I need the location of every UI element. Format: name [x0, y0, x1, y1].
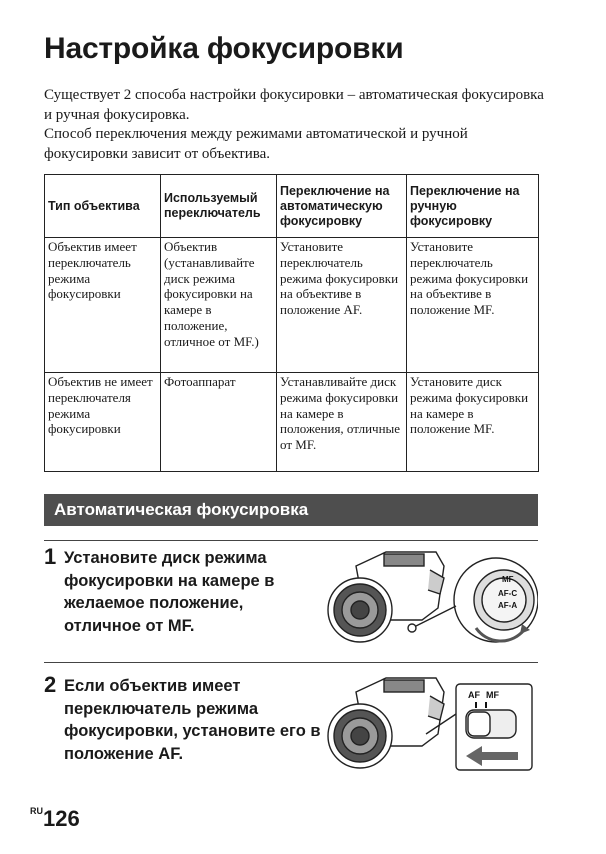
switch-label-mf: MF	[486, 690, 499, 700]
step-2-number: 2	[44, 672, 57, 697]
table-row	[45, 238, 539, 373]
table-cell: Установите переключатель режима фокусировки на объективе в положение MF.	[407, 238, 539, 373]
switch-label-af: AF	[468, 690, 480, 700]
divider	[44, 662, 538, 663]
page-title: Настройка фокусировки	[44, 32, 404, 65]
section-header-autofocus: Автоматическая фокусировка	[44, 494, 538, 526]
focus-methods-table	[44, 174, 539, 472]
table-cell: Устанавливайте диск режима фокусировки на камере в положения, отличные от MF.	[277, 373, 407, 472]
table-row	[45, 373, 539, 472]
table-header-row	[45, 175, 539, 238]
lens-af-mf-switch-illustration	[326, 674, 538, 774]
intro-paragraph-1: Существует 2 способа настройки фокусировки – автоматическая фокусировка и ручная фокусировка.	[44, 87, 544, 123]
table-cell: Установите переключатель режима фокусировки на объективе в положение AF.	[277, 238, 407, 373]
country-code: RU	[30, 806, 43, 816]
dial-label-afa: AF-A	[498, 601, 518, 610]
header-switch-used: Используемый переключатель	[161, 175, 277, 238]
intro-paragraph-2: Способ переключения между режимами автоматической и ручной фокусировки зависит от объектива.	[44, 126, 468, 162]
step-1-text: Установите диск режима фокусировки на камере в желаемое положение, отличное от MF.	[64, 549, 275, 635]
header-lens-type: Тип объектива	[45, 175, 161, 238]
dial-label-mf: MF	[502, 575, 514, 584]
page-number	[30, 806, 80, 832]
camera-focus-dial-illustration	[326, 548, 538, 648]
dial-label-afc: AF-C	[498, 589, 518, 598]
table-cell: Объектив (устанавливайте диск режима фокусировки на камере в положение, отличное от MF.)	[161, 238, 277, 373]
table-cell: Объектив не имеет переключателя режима фокусировки	[45, 373, 161, 472]
step-2-text: Если объектив имеет переключатель режима фокусировки, установите его в положение AF.	[64, 677, 321, 763]
header-switch-to-af: Переключение на автоматическую фокусировку	[277, 175, 407, 238]
intro-text	[44, 86, 544, 164]
table-cell: Установите диск режима фокусировки на камере в положение MF.	[407, 373, 539, 472]
table-cell: Объектив имеет переключатель режима фокусировки	[45, 238, 161, 373]
page-number-value: 126	[43, 806, 80, 831]
step-1-number: 1	[44, 544, 57, 569]
table-cell: Фотоаппарат	[161, 373, 277, 472]
header-switch-to-mf: Переключение на ручную фокусировку	[407, 175, 539, 238]
divider	[44, 540, 538, 541]
